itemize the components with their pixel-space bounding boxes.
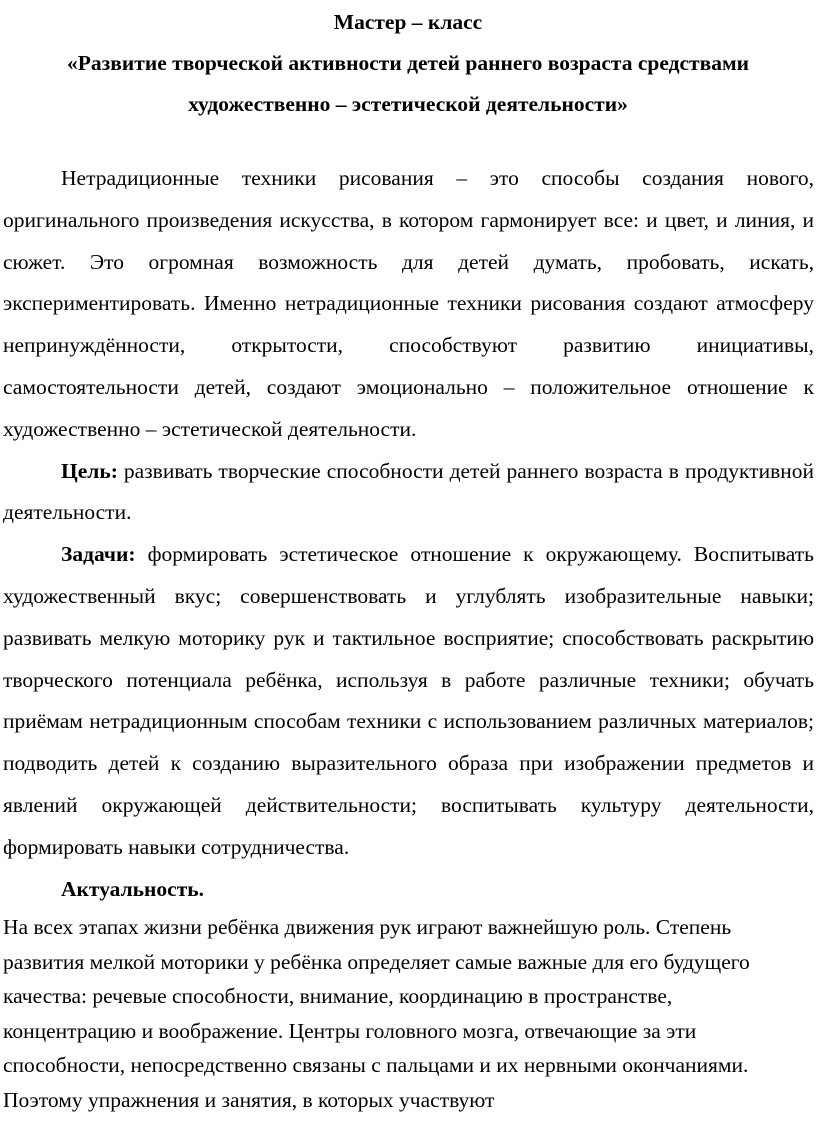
goal-paragraph bbox=[3, 451, 814, 535]
document-title bbox=[0, 2, 816, 125]
intro-paragraph: Нетрадиционные техники рисования – это способы создания нового, оригинального произведения искусства, в котором гармонирует все: и цвет, и линия, и сюжет. Это огромная возможность для детей думать, пробовать, искать, экспериментировать. Именно нетрадиционные техники рисования создают атмосферу непринуждённости, открытости, способствуют развитию инициативы, самостоятельности детей, создают эмоционально – положительное отношение к художественно – эстетической деятельности. bbox=[3, 166, 814, 441]
goal-label: Цель: bbox=[61, 458, 118, 483]
tasks-label: Задачи: bbox=[61, 542, 136, 567]
tasks-paragraph bbox=[3, 534, 814, 868]
title-line-2: «Развитие творческой активности детей раннего возраста средствами bbox=[67, 51, 749, 75]
goal-text: развивать творческие способности детей раннего возраста в продуктивной деятельности. bbox=[3, 458, 814, 525]
document-body bbox=[3, 158, 814, 1117]
relevance-heading: Актуальность. bbox=[61, 876, 205, 901]
relevance-paragraph: На всех этапах жизни ребёнка движения рук играют важнейшую роль. Степень развития мелкой моторики у ребёнка определяет самые важные для его будущего качества: речевые способности, внимание, координацию в пространстве, концентрацию и воображение. Центры головного мозга, отвечающие за эти способности, непосредственно связаны с пальцами и их нервными окончаниями. Поэтому упражнения и занятия, в которых участвуют bbox=[3, 915, 750, 1112]
title-line-1: Мастер – класс bbox=[333, 10, 483, 34]
title-line-3: художественно – эстетической деятельности» bbox=[188, 92, 628, 116]
tasks-text: формировать эстетическое отношение к окружающему. Воспитывать художественный вкус; совершенствовать и углублять изобразительные навыки; развивать мелкую моторику рук и тактильное восприятие; способствовать раскрытию творческого потенциала ребёнка, используя в работе различные техники; обучать приёмам нетрадиционным способам техники с использованием различных материалов; подводить детей к созданию выразительного образа при изображении предметов и явлений окружающей действительности; воспитывать культуру деятельности, формировать навыки сотрудничества. bbox=[3, 542, 814, 859]
